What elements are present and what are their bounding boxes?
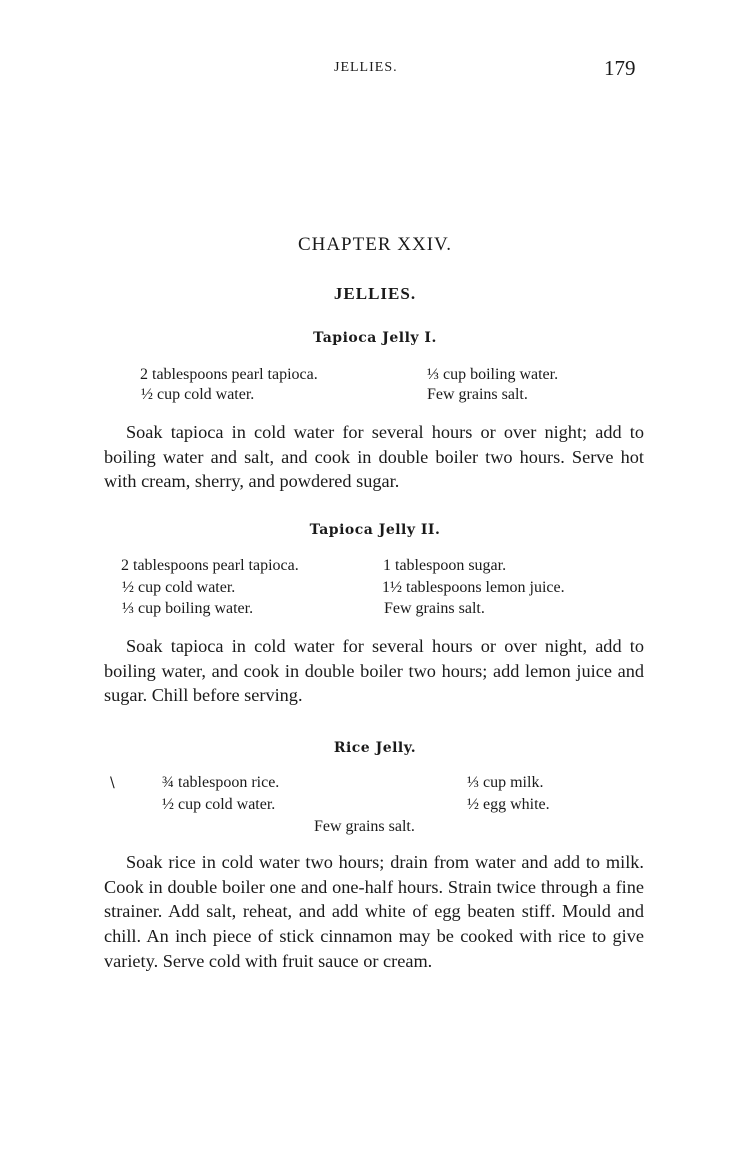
ingredient: ½ cup cold water. <box>162 796 276 813</box>
ingredient: ½ egg white. <box>467 796 550 813</box>
ingredient: ½ cup cold water. <box>122 579 236 596</box>
ingredient: ⅓ cup boiling water. <box>427 366 559 383</box>
ingredient: ¾ tablespoon rice. <box>162 774 280 791</box>
ingredient: 2 tablespoons pearl tapioca. <box>140 366 318 383</box>
recipe-directions: Soak tapioca in cold water for several hours or over night; add to boiling water and salt, and cook in double boiler two hours. Serve hot with cream, sherry, and powdered sugar. <box>104 422 644 492</box>
recipe-title-rice-jelly: Rice Jelly. <box>333 740 417 756</box>
running-title: JELLIES. <box>334 60 398 75</box>
recipe-title-tapioca-jelly-1: Tapioca Jelly I. <box>313 330 437 346</box>
ingredient: 2 tablespoons pearl tapioca. <box>121 557 299 574</box>
ingredient: ⅓ cup boiling water. <box>122 600 254 617</box>
recipe-directions: Soak tapioca in cold water for several hours or over night, add to boiling water, and cook in double boiler two hours; add lemon juice and sugar. Chill before serving. <box>104 636 644 706</box>
ingredient: ½ cup cold water. <box>141 386 255 403</box>
ingredient: 1½ tablespoons lemon juice. <box>382 579 565 596</box>
ingredient: Few grains salt. <box>384 600 485 617</box>
ingredient: Few grains salt. <box>314 818 415 835</box>
ingredient: Few grains salt. <box>427 386 528 403</box>
page-number: 179 <box>604 56 636 80</box>
ingredient: 1 tablespoon sugar. <box>383 557 507 574</box>
ingredient: ⅓ cup milk. <box>467 774 544 791</box>
recipe-directions: Soak rice in cold water two hours; drain from water and add to milk. Cook in double boiler one and one-half hours. Strain twice through a fine strainer. Add salt, reheat, and add white of egg beaten stiff. Mould and chill. An inch piece of stick cinnamon may be cooked with rice to give variety. Serve cold with fruit sauce or cream. <box>104 852 644 971</box>
chapter-heading: CHAPTER XXIV. <box>297 234 453 255</box>
margin-mark: \ <box>110 775 115 791</box>
recipe-title-tapioca-jelly-2: Tapioca Jelly II. <box>309 522 441 538</box>
section-heading: JELLIES. <box>333 284 417 303</box>
